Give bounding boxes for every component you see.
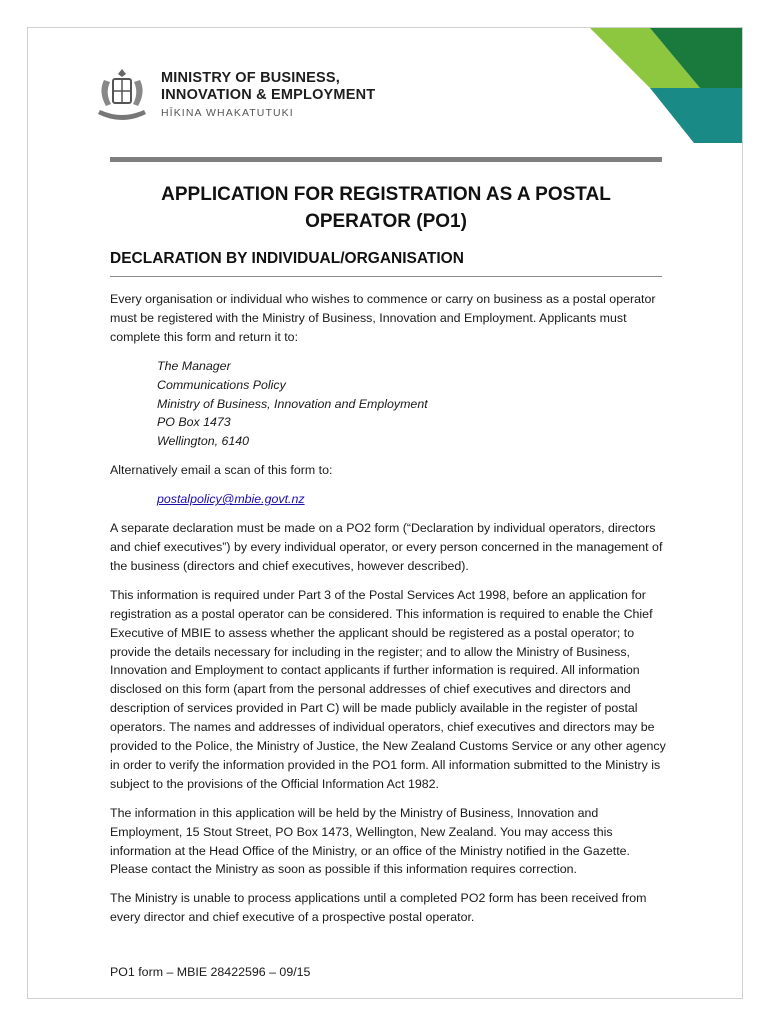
coat-of-arms-icon (94, 66, 150, 124)
postal-address (157, 357, 670, 452)
intro-paragraph: Every organisation or individual who wishes to commence or carry on business as a postal operator must be registered with the Ministry of Business, Innovation and Employment. Applicants must complete this form and return it to: (110, 292, 656, 344)
form-footer: PO1 form – MBIE 28422596 – 09/15 (110, 965, 311, 979)
document-body (110, 290, 670, 937)
address-line: Ministry of Business, Innovation and Employment (157, 396, 428, 411)
header-divider (110, 157, 662, 162)
corner-teal (650, 88, 742, 143)
ministry-wordmark (161, 70, 375, 119)
title-line2: OPERATOR (PO1) (305, 211, 467, 232)
address-line: PO Box 1473 (157, 415, 231, 430)
email-link[interactable]: postalpolicy@mbie.govt.nz (157, 492, 305, 507)
po2-paragraph: A separate declaration must be made on a PO2 form (“Declaration by individual operators, directors and chief executives”) by every individual operator, or every person concerned in the management of the business (directors and chief executives, however described). (110, 521, 663, 573)
document-page (27, 27, 743, 999)
ministry-name-line1: MINISTRY OF BUSINESS, (161, 70, 341, 86)
address-line: The Manager (157, 358, 231, 373)
ministry-name-line2: INNOVATION & EMPLOYMENT (161, 87, 376, 103)
section-heading: DECLARATION BY INDIVIDUAL/ORGANISATION (110, 250, 464, 267)
ministry-maori-name: HĪKINA WHAKATUTUKI (161, 107, 294, 119)
address-line: Communications Policy (157, 377, 286, 392)
processing-paragraph: The Ministry is unable to process applications until a completed PO2 form has been received from every director and chief executive of a prospective postal operator. (110, 891, 647, 925)
email-intro: Alternatively email a scan of this form to: (110, 463, 333, 478)
information-paragraph: This information is required under Part 3 of the Postal Services Act 1998, before an application for registration as a postal operator can be considered. This information is required to enable the Chief Executive of MBIE to assess whether the applicant should be registered as a postal operator; to provide the details necessary for including in the register; and to allow the Ministry of Business, Innovation and Employment to contact applicants if further information is required. All information disclosed on this form (apart from the personal addresses of chief executives and directors and description of services provided in Part C) will be made publicly available in the register of postal operators. The names and addresses of individual operators, chief executives and directors may be provided to the Police, the Ministry of Justice, the New Zealand Customs Service or any other agency in order to verify the information provided in the PO1 form. All information submitted to the Ministry is subject to the provisions of the Official Information Act 1982. (110, 587, 666, 791)
page-title (110, 181, 662, 235)
privacy-paragraph: The information in this application will be held by the Ministry of Business, Innovation and Employment, 15 Stout Street, PO Box 1473, Wellington, New Zealand. You may access this information at the Head Office of the Ministry, or an office of the Ministry notified in the Gazette. Please contact the Ministry as soon as possible if this information requires correction. (110, 805, 630, 877)
brand-corner-graphic (590, 28, 742, 143)
address-line: Wellington, 6140 (157, 434, 250, 449)
section-divider (110, 276, 662, 277)
title-line1: APPLICATION FOR REGISTRATION AS A POSTAL (161, 184, 611, 205)
